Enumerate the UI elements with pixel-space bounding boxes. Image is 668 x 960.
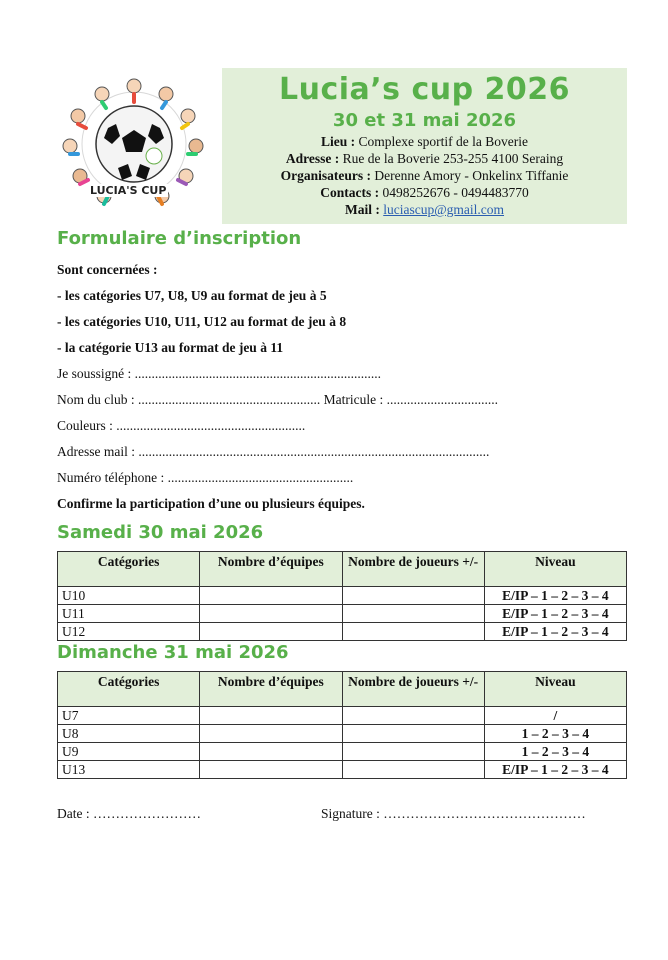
table-row — [58, 623, 627, 641]
header-players: Nombre de joueurs +/- — [342, 552, 484, 587]
confirm-text: Confirme la participation d’une ou plusieurs équipes. — [57, 496, 365, 511]
event-address — [222, 150, 627, 167]
teams-cell[interactable] — [200, 623, 342, 641]
sunday-title: Dimanche 31 mai 2026 — [57, 642, 289, 663]
table-row — [58, 761, 627, 779]
table-row — [58, 605, 627, 623]
header-players: Nombre de joueurs +/- — [342, 672, 484, 707]
club-field[interactable]: Nom du club : ...................................................... Matricule : ................................. — [57, 392, 498, 407]
level-cell[interactable]: 1 – 2 – 3 – 4 — [484, 725, 626, 743]
level-cell[interactable]: E/IP – 1 – 2 – 3 – 4 — [484, 761, 626, 779]
category-cell: U8 — [58, 725, 200, 743]
teams-cell[interactable] — [200, 605, 342, 623]
teams-cell[interactable] — [200, 587, 342, 605]
mail-link[interactable]: luciascup@gmail.com — [383, 202, 505, 217]
event-title: Lucia’s cup 2026 — [278, 72, 571, 107]
form-title: Formulaire d’inscription — [57, 228, 302, 249]
header-level: Niveau — [484, 672, 626, 707]
players-cell[interactable] — [342, 743, 484, 761]
event-organizers — [222, 167, 627, 184]
organizers-value: Derenne Amory - Onkelinx Tiffanie — [371, 168, 569, 183]
header-level: Niveau — [484, 552, 626, 587]
category-cell: U7 — [58, 707, 200, 725]
category-cell: U11 — [58, 605, 200, 623]
contacts-value: 0498252676 - 0494483770 — [379, 185, 529, 200]
lucias-cup-logo — [58, 72, 210, 220]
level-cell[interactable]: E/IP – 1 – 2 – 3 – 4 — [484, 605, 626, 623]
saturday-table — [57, 551, 627, 641]
table-row — [58, 707, 627, 725]
category-line-2: - les catégories U10, U11, U12 au format de jeu à 8 — [57, 314, 347, 329]
organizers-label: Organisateurs : — [280, 168, 371, 183]
date-field[interactable]: Date : …………………… — [57, 806, 201, 821]
sunday-table — [57, 671, 627, 779]
category-cell: U12 — [58, 623, 200, 641]
teams-cell[interactable] — [200, 725, 342, 743]
players-cell[interactable] — [342, 707, 484, 725]
teams-cell[interactable] — [200, 743, 342, 761]
logo-text: LUCIA'S CUP — [90, 184, 167, 197]
mail-label: Mail : — [344, 202, 380, 217]
header-categories: Catégories — [58, 672, 200, 707]
header-teams: Nombre d’équipes — [200, 672, 342, 707]
category-cell: U13 — [58, 761, 200, 779]
header-teams: Nombre d’équipes — [200, 552, 342, 587]
table-header-row — [58, 672, 627, 707]
location-label: Lieu : — [321, 134, 356, 149]
players-cell[interactable] — [342, 605, 484, 623]
signature-field[interactable]: Signature : ……………………………………… — [321, 806, 586, 821]
saturday-title: Samedi 30 mai 2026 — [57, 522, 264, 543]
table-row — [58, 587, 627, 605]
event-location — [222, 133, 627, 150]
level-cell[interactable]: E/IP – 1 – 2 – 3 – 4 — [484, 623, 626, 641]
players-cell[interactable] — [342, 587, 484, 605]
teams-cell[interactable] — [200, 761, 342, 779]
category-line-1: - les catégories U7, U8, U9 au format de jeu à 5 — [57, 288, 327, 303]
category-line-3: - la catégorie U13 au format de jeu à 11 — [57, 340, 284, 355]
players-cell[interactable] — [342, 623, 484, 641]
header-categories: Catégories — [58, 552, 200, 587]
level-cell[interactable]: / — [484, 707, 626, 725]
contacts-label: Contacts : — [320, 185, 380, 200]
players-cell[interactable] — [342, 761, 484, 779]
level-cell[interactable]: 1 – 2 – 3 – 4 — [484, 743, 626, 761]
event-dates: 30 et 31 mai 2026 — [332, 110, 517, 131]
level-cell[interactable]: E/IP – 1 – 2 – 3 – 4 — [484, 587, 626, 605]
category-cell: U9 — [58, 743, 200, 761]
players-cell[interactable] — [342, 725, 484, 743]
event-header — [222, 68, 627, 224]
email-field[interactable]: Adresse mail : ........................................................................................................ — [57, 444, 490, 459]
address-value: Rue de la Boverie 253-255 4100 Seraing — [339, 151, 564, 166]
category-cell: U10 — [58, 587, 200, 605]
phone-field[interactable]: Numéro téléphone : ....................................................... — [57, 470, 354, 485]
undersigned-field[interactable]: Je soussigné : ......................................................................... — [57, 366, 381, 381]
event-mail — [222, 201, 627, 218]
table-row — [58, 725, 627, 743]
concerned-label: Sont concernées : — [57, 262, 158, 277]
address-label: Adresse : — [285, 151, 340, 166]
table-header-row — [58, 552, 627, 587]
event-contacts — [222, 184, 627, 201]
colors-field[interactable]: Couleurs : ........................................................ — [57, 418, 306, 433]
location-value: Complexe sportif de la Boverie — [355, 134, 528, 149]
table-row — [58, 743, 627, 761]
teams-cell[interactable] — [200, 707, 342, 725]
